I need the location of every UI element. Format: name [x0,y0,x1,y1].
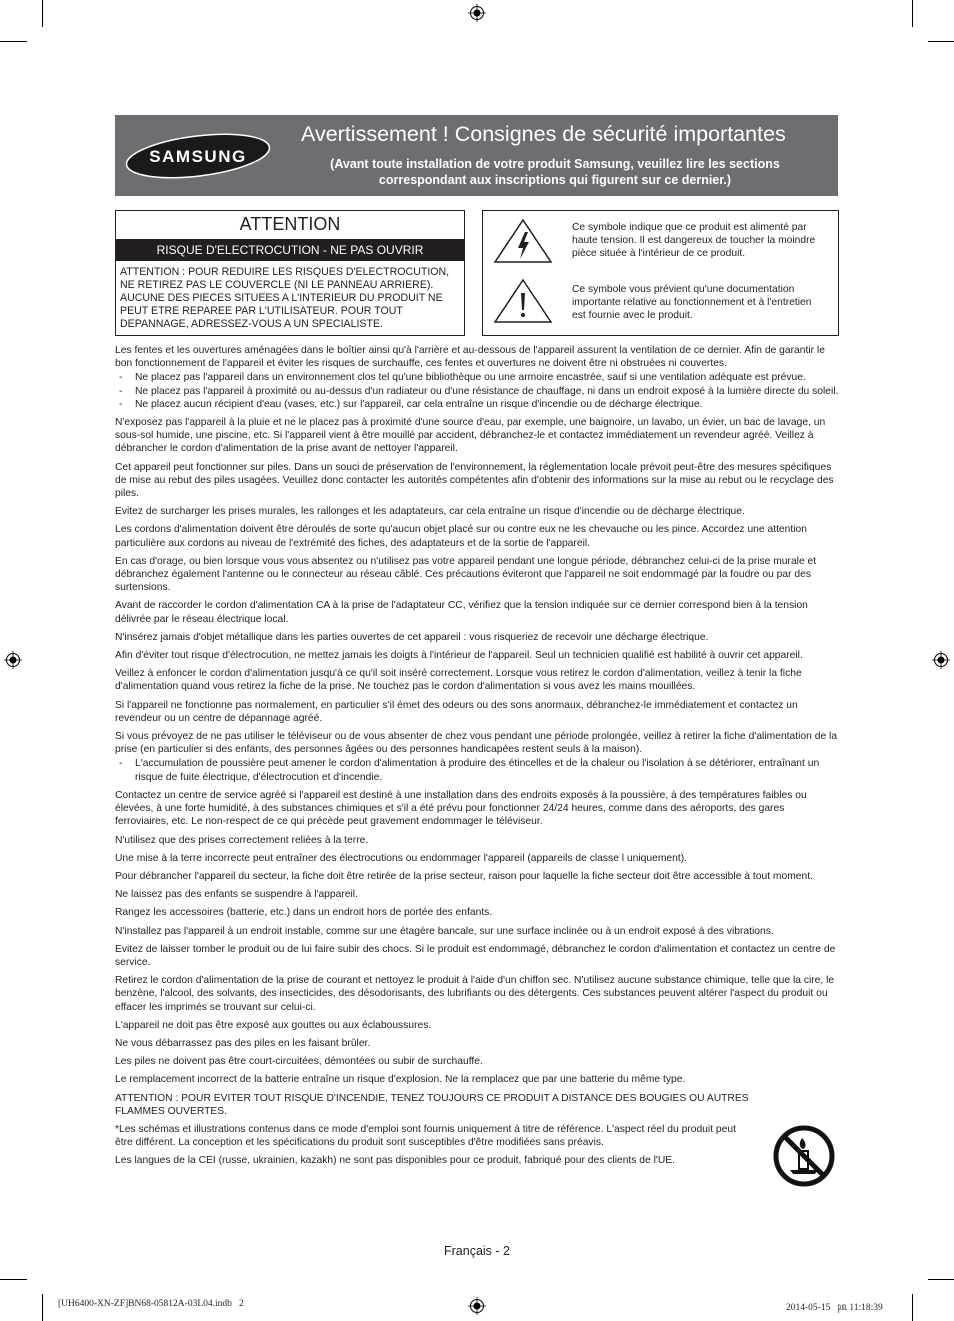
file-slug: [UH6400-XN-ZF]BN68-05812A-03L04.indb 2 [58,1299,244,1309]
paragraph: N'installez pas l'appareil à un endroit instable, comme sur une étagère bancale, sur une surface inclinée ou à un endroit exposé à des vibrations. [115,925,774,937]
paragraph: Les fentes et les ouvertures aménagées dans le boîtier ainsi qu'à l'arrière et au-dessous de l'appareil assurent la ventilation de ce dernier. Afin de garantir le bon fonctionnement de l'appareil et éviter les risques de surchauffe, ces fentes et ouvertures ne doivent être ni obstruées ni couvertes. [115,345,825,370]
paragraph: L'appareil ne doit pas être exposé aux gouttes ou aux éclaboussures. [115,1019,432,1031]
paragraph: Les langues de la CEI (russe, ukrainien, kazakh) ne sont pas disponibles pour ce produit, fabriqué pour des clients de l'UE. [115,1155,676,1167]
paragraph: Avant de raccorder le cordon d'alimentation CA à la prise de l'adaptateur CC, vérifiez que la tension indiquée sur ce dernier correspond bien à la tension délivrée par le réseau électrique local. [115,600,808,625]
no-candle-icon [772,1124,836,1188]
page-number: Français - 2 [444,1244,510,1258]
brand-name: SAMSUNG [149,147,247,166]
paragraph: Les cordons d'alimentation doivent être déroulés de sorte qu'aucun objet placé sur ou contre eux ne les chevauche ou les pince. Accordez une attention particulière aux cordons au niveau de l'extrémité des fiches, des adaptateurs et de la sortie de l'appareil. [115,524,807,549]
paragraph: N'insérez jamais d'objet métallique dans les parties ouvertes de cet appareil : vous risqueriez de recevoir une décharge électrique. [115,631,709,643]
bullet-list [115,757,839,783]
attention-title: ATTENTION [239,214,341,234]
paragraph: Cet appareil peut fonctionner sur piles. Dans un souci de préservation de l'environnement, la réglementation locale prévoit peut-être des mesures spécifiques de mise au rebut des piles usagées. Veuillez donc contacter les autorités compétentes afin d'obtenir des informations sur la mise au rebut ou le recyclage des piles. [115,461,834,500]
paragraph: Le remplacement incorrect de la batterie entraîne un risque d'explosion. Ne la remplacez que par une batterie du même type. [115,1074,686,1086]
paragraph: Si vous prévoyez de ne pas utiliser le téléviseur ou de vous absenter de chez vous pendant une période prolongée, veillez à retirer la fiche d'alimentation de la prise (en particulier si des enfants, des personnes âgées ou des personnes handicapées restent seuls à la maison). [115,731,838,756]
list-item: - Ne placez aucun récipient d'eau (vases, etc.) sur l'appareil, car cela entraîne un risque d'incendie ou de décharge électrique. [115,398,839,411]
paragraph: *Les schémas et illustrations contenus dans ce mode d'emploi sont fournis uniquement à titre de référence. L'aspect réel du produit peut être différent. La conception et les spécifications du produit sont susceptibles d'être modifiées sans préavis. [115,1123,736,1149]
paragraph: En cas d'orage, ou bien lorsque vous vous absentez ou n'utilisez pas votre appareil pendant une longue période, débranchez celui-ci de la prise murale et débranchez également l'antenne ou le connecteur au réseau câblé. Ces précautions éviteront que l'appareil ne soit endommagé par la foudre ou par des surtensions. [115,555,817,594]
registration-mark-icon [932,651,950,669]
bullet-list [115,371,839,411]
page-subtitle [295,156,815,188]
crop-mark [912,0,913,27]
list-item: - L'accumulation de poussière peut amener le cordon d'alimentation à produire des étincelles et de la chaleur ou l'isolation à se détériorer, entraînant un risque de fuite électrique, d'électrocution et d'incendie. [115,757,839,783]
crop-mark [0,41,27,42]
paragraph: Une mise à la terre incorrecte peut entraîner des électrocutions ou endommager l'appareil (appareils de classe l uniquement). [115,852,688,864]
subtitle-line: (Avant toute installation de votre produit Samsung, veuillez lire les sections [330,157,780,171]
paragraph: Si l'appareil ne fonctionne pas normalement, en particulier s'il émet des odeurs ou des sons anormaux, débranchez-le immédiatement et contactez un revendeur ou un centre de dépannage agréé. [115,699,798,724]
registration-mark-icon [468,1297,486,1315]
paragraph: Les piles ne doivent pas être court-circuitées, démontées ou subir de surchauffe. [115,1056,483,1068]
crop-mark [928,41,954,42]
samsung-logo [123,131,273,181]
subtitle-line: correspondant aux inscriptions qui figurent sur ce dernier.) [378,173,732,187]
attention-warning-bar: RISQUE D'ELECTROCUTION - NE PAS OUVRIR [116,239,464,261]
paragraph: Evitez de surcharger les prises murales, les rallonges et les adaptateurs, car cela entraîne un risque d'incendie ou de décharge électrique. [115,506,745,518]
list-item: - Ne placez pas l'appareil dans un environnement clos tel qu'une bibliothèque ou une armoire encastrée, sauf si une ventilation adéquate est prévue. [115,371,839,384]
registration-mark-icon [4,651,22,669]
voltage-symbol-text: Ce symbole indique que ce produit est alimenté par haute tension. Il est dangereux de toucher la moindre pièce située à l'intérieur de ce produit. [572,222,816,259]
crop-mark [42,1294,43,1321]
paragraph: N'utilisez que des prises correctement reliées à la terre. [115,834,369,846]
paragraph: Pour débrancher l'appareil du secteur, la fiche doit être retirée de la prise secteur, raison pour laquelle la fiche secteur doit être accessible à tout moment. [115,870,813,882]
paragraph: Retirez le cordon d'alimentation de la prise de courant et nettoyez le produit à l'aide d'un chiffon sec. N'utilisez aucune substance chimique, telle que la cire, le benzène, l'alcool, des solvants, des insecticides, des désodorisants, des lubrifiants ou des détergents. Ces substances peuvent altérer l'aspect du produit ou effacer les imprimés se trouvant sur celui-ci. [115,975,835,1013]
crop-mark [912,1294,913,1321]
paragraph: Ne vous débarrassez pas des piles en les faisant brûler. [115,1037,371,1049]
paragraph: ATTENTION : POUR EVITER TOUT RISQUE D'INCENDIE, TENEZ TOUJOURS CE PRODUIT A DISTANCE DES BOUGIES OU AUTRES FLAMMES OUVERTES. [115,1092,749,1117]
crop-mark [0,1279,27,1280]
safety-instructions [115,344,839,1173]
paragraph: Afin d'éviter tout risque d'électrocution, ne mettez jamais les doigts à l'intérieur de l'appareil. Seul un technicien qualifié est habilité à ouvrir cet appareil. [115,650,803,662]
crop-mark [928,1279,954,1280]
symbols-box [482,210,839,336]
exclamation-icon [492,277,554,325]
attention-box [115,210,465,336]
paragraph: Veillez à enfoncer le cordon d'alimentation jusqu'à ce qu'il soit inséré correctement. Lorsque vous retirez le cordon d'alimentation, veillez à tenir la fiche d'alimentation quand vous retirez la fiche de la prise. Ne touchez pas le cordon d'alimentation si vous avez les mains mouillées. [115,668,802,693]
paragraph: Evitez de laisser tomber le produit ou de lui faire subir des chocs. Si le produit est endommagé, débranchez le cordon d'alimentation et contactez un centre de service. [115,943,836,968]
list-item: - Ne placez pas l'appareil à proximité ou au-dessus d'un radiateur ou d'une résistance de chauffage, ni dans un endroit exposé à la lumière directe du soleil. [115,385,839,398]
page-title: Avertissement ! Consignes de sécurité importantes [301,122,786,146]
warning-symbol-text: Ce symbole vous prévient qu'une documentation importante relative au fonctionnement et à l'entretien est fournie avec le produit. [572,284,812,321]
paragraph: Rangez les accessoires (batterie, etc.) dans un endroit hors de portée des enfants. [115,907,493,919]
registration-mark-icon [468,4,486,22]
attention-text: ATTENTION : POUR REDUIRE LES RISQUES D'ELECTROCUTION, NE RETIREZ PAS LE COUVERCLE (NI LE PANNEAU ARRIERE). AUCUNE DES PIECES SITUEES A L'INTERIEUR DU PRODUIT NE PEUT ETRE REPAREE PAR L'UTILISATEUR. POUR TOUT DEPANNAGE, ADRESSEZ-VOUS A UN SPECIALISTE. [120,266,450,330]
paragraph: Contactez un centre de service agréé si l'appareil est destiné à une installation dans des endroits exposés à la poussière, à des températures faibles ou élevées, à une forte humidité, à des substances chimiques et s'il a été prévu pour fonctionner 24/24 heures, comme dans des aéroports, des gares ferroviaires, etc. Le non-respect de ce qui précède peut gravement endommager le téléviseur. [115,789,807,828]
date-slug: 2014-05-15 ㏘ 11:18:39 [786,1303,883,1313]
paragraph: Ne laissez pas des enfants se suspendre à l'appareil. [115,889,358,901]
paragraph: N'exposez pas l'appareil à la pluie et ne le placez pas à proximité d'une source d'eau, par exemple, une baignoire, un lavabo, un évier, un bac de lavage, un sous-sol humide, une piscine, etc. Si l'appareil vient à être mouillé par accident, débranchez-le et contactez immédiatement un revendeur agréé. Veillez à débrancher le cordon d'alimentation de la prise avant de nettoyer l'appareil. [115,417,826,455]
header-banner [115,115,838,196]
high-voltage-icon [492,217,554,265]
crop-mark [42,0,43,27]
